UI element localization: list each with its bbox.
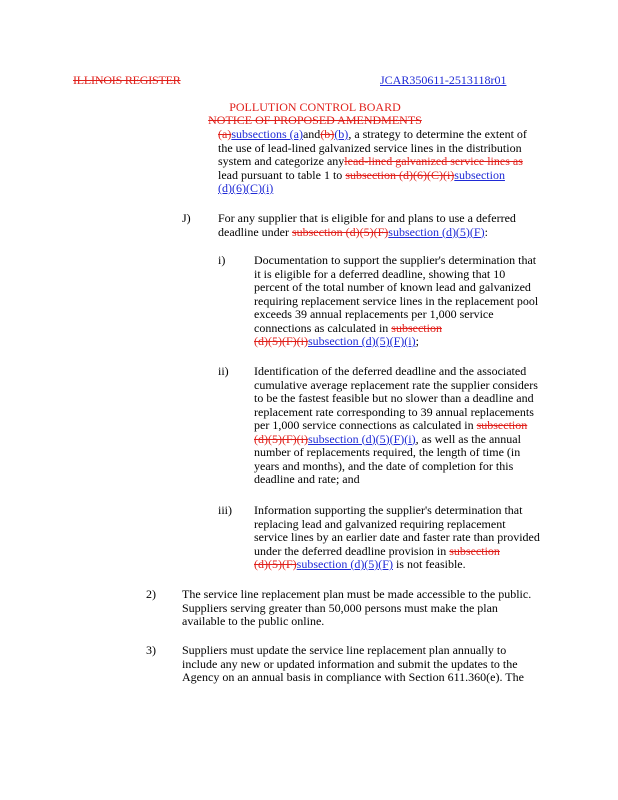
deleted-text: lead-lined galvanized service lines as <box>344 154 523 168</box>
inserted-text: subsection <box>454 167 505 182</box>
item-label-i: i) <box>218 253 226 267</box>
text: Suppliers must update the service line replacement plan annually <box>182 643 494 657</box>
text-line: years and months), and the date of completion for this <box>254 458 514 473</box>
text: under the deferred deadline provision in <box>254 543 447 558</box>
text: service lines by <box>254 530 329 544</box>
text-line: exceeds 39 annual replacements per 1,000 service <box>254 307 494 321</box>
text: on an annual basis in compliance with Section 611.360(e). The <box>222 670 524 684</box>
item-label-iii: iii) <box>218 503 232 517</box>
text: connections as calculated in <box>254 320 389 335</box>
item-label-2: 2) <box>146 587 156 601</box>
text-line: number of replacements required, the length of time (in <box>254 445 521 459</box>
text-line: cumulative average replacement rate the supplier considers <box>254 377 538 392</box>
text-line: percent of the total number of known lead and galvanized <box>254 280 531 294</box>
deleted-text: subsection <box>391 320 442 335</box>
item-i <box>254 254 594 349</box>
text-line: requiring replacement service lines in the replacement pool <box>254 293 539 308</box>
text: , a strategy to determine the extent of <box>348 127 527 141</box>
text: new or updated information and submit the updates to the <box>240 656 518 671</box>
text-line: it is eligible for a deferred deadline, showing that 10 <box>254 266 506 281</box>
deleted-text: (d)(5)(F) <box>254 557 297 571</box>
text-line: Documentation to support the supplier's determination that <box>254 253 537 267</box>
notice-title: NOTICE OF PROPOSED AMENDMENTS <box>208 113 422 127</box>
text-line: For any supplier that is eligible for and plans to use a deferred <box>218 211 516 225</box>
text-line: The service line replacement plan must be made accessible to the public. <box>182 587 532 601</box>
item-j <box>218 212 588 239</box>
deleted-text: subsection (d)(6)(C)(i) <box>345 167 455 182</box>
text-line: to be the fastest feasible but no slower than a deadline and <box>254 391 534 405</box>
header-left: ILLINOIS REGISTER <box>73 73 181 87</box>
deleted-text: (b) <box>320 127 335 141</box>
text-line: replacement rate corresponding to 39 annual replacements <box>254 404 534 419</box>
item-label-j: J) <box>182 211 191 225</box>
item-ii <box>254 365 594 487</box>
text: deadline under <box>218 224 289 239</box>
item-label-ii: ii) <box>218 364 229 378</box>
inserted-text: subsection (d)(5)(F)(i) <box>307 334 416 348</box>
item-label-3: 3) <box>146 643 156 657</box>
item-iii <box>254 504 594 572</box>
text-line: deadline and rate; and <box>254 472 360 486</box>
text-line: replacing lead and galvanized requiring replacement <box>254 516 506 531</box>
deleted-text: subsection (d)(5)(F) <box>291 224 389 239</box>
text: , as well as the annual <box>415 431 521 446</box>
continued-paragraph <box>218 128 578 196</box>
inserted-text: subsection (d)(5)(F) <box>388 224 485 239</box>
text: to <box>496 643 507 657</box>
item-3 <box>182 644 602 685</box>
item-2 <box>182 588 602 629</box>
text: : <box>484 224 488 239</box>
inserted-text: subsection (d)(5)(F)(i) <box>307 431 416 446</box>
text: an earlier date and faster rate than provided <box>331 530 540 544</box>
deleted-text: (a) <box>218 127 232 141</box>
inserted-text: subsections (a) <box>231 127 303 141</box>
text: ; <box>415 334 419 348</box>
text: lead pursuant to table 1 to <box>218 167 343 182</box>
text: and <box>302 127 321 141</box>
deleted-text: subsection <box>449 543 500 558</box>
board-title: POLLUTION CONTROL BOARD <box>229 100 401 114</box>
inserted-text: (b) <box>334 127 349 141</box>
deleted-text: subsection <box>476 418 528 432</box>
header-right: JCAR350611-2513118r01 <box>380 73 507 87</box>
text: include any <box>182 656 238 671</box>
text: per 1,000 service connections as calculated in <box>254 418 474 432</box>
inserted-text: subsection (d)(5)(F) <box>296 557 393 571</box>
text: Agency <box>182 670 220 684</box>
inserted-text: (d)(6)(C)(i) <box>218 181 274 195</box>
deleted-text: (d)(5)(F)(i) <box>254 334 308 348</box>
text: is not feasible. <box>392 557 466 571</box>
text-line: Identification of the deferred deadline and the associated <box>254 364 527 378</box>
text-line: available to the public online. <box>182 614 325 628</box>
text-line: Suppliers serving greater than 50,000 persons must make the plan <box>182 600 498 615</box>
text-line: the use of lead-lined galvanized service lines in the distribution <box>218 140 522 155</box>
text: system and categorize any <box>218 154 345 168</box>
deleted-text: (d)(5)(F)(i) <box>254 431 308 446</box>
text-line: Information supporting the supplier's determination that <box>254 503 523 517</box>
